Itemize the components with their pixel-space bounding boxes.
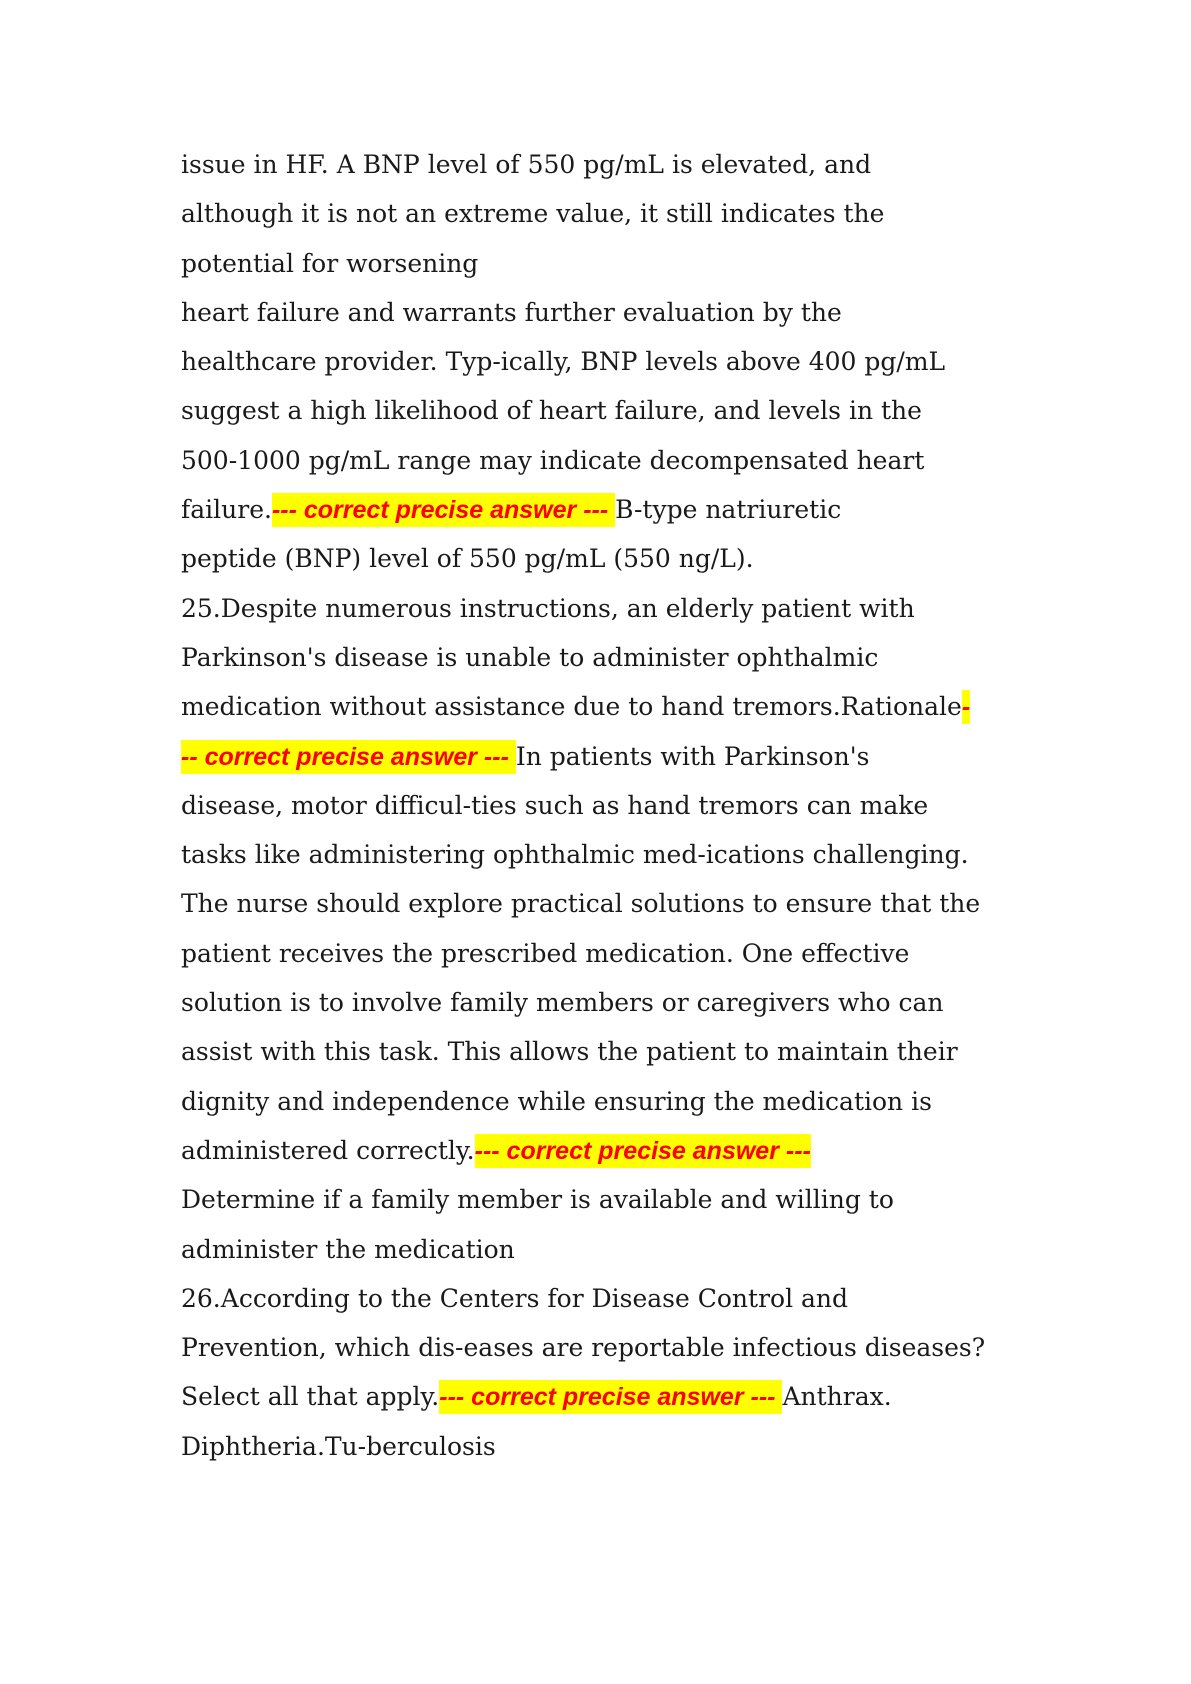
answer-highlight: - [962,690,970,724]
text-segment: although it is not an extreme value, it still indicates the [181,199,885,229]
text-segment: Anthrax. [782,1382,892,1412]
text-segment: medication without assistance due to hand tremors.Rationale [181,692,962,722]
text-segment: The nurse should explore practical solutions to ensure that the [181,889,981,919]
text-segment: Parkinson's disease is unable to administer ophthalmic [181,642,879,672]
text-line [181,1274,1061,1323]
text-segment: peptide (BNP) level of 550 pg/mL (550 ng/L). [181,544,754,574]
text-segment: Diphtheria.Tu-berculosis [181,1431,496,1461]
answer-highlight: --- correct precise answer --- [272,493,615,527]
text-segment: Determine if a family member is available and willing to [181,1185,894,1215]
text-segment: heart failure and warrants further evaluation by the [181,297,842,327]
text-segment: Prevention, which dis-eases are reportable infectious diseases? [181,1333,986,1363]
text-segment: administer the medication [181,1234,515,1264]
text-segment: 500-1000 pg/mL range may indicate decompensated heart [181,445,925,475]
text-line [181,337,1061,386]
text-segment: tasks like administering ophthalmic med-ications challenging. [181,840,969,870]
text-line [181,1077,1061,1126]
text-segment: suggest a high likelihood of heart failure, and levels in the [181,396,922,426]
answer-highlight: -- correct precise answer --- [181,740,516,774]
text-segment: Select all that apply. [181,1382,440,1412]
text-segment: B-type natriuretic [615,495,842,525]
text-line [181,732,1061,781]
text-line [181,929,1061,978]
text-line [181,140,1061,189]
text-segment: issue in HF. A BNP level of 550 pg/mL is elevated, and [181,150,872,179]
text-line [181,485,1061,534]
text-line [181,879,1061,928]
text-line [181,1323,1061,1372]
text-line [181,1225,1061,1274]
text-line [181,633,1061,682]
document-body [181,140,1061,1471]
text-line [181,781,1061,830]
text-line [181,1422,1061,1471]
text-segment: patient receives the prescribed medication. One effective [181,938,910,968]
text-segment: 25.Despite numerous instructions, an elderly patient with [181,593,915,623]
text-line [181,534,1061,583]
text-segment: assist with this task. This allows the patient to maintain their [181,1037,958,1067]
text-line [181,978,1061,1027]
text-segment: 26.According to the Centers for Disease Control and [181,1283,849,1313]
text-line [181,1372,1061,1421]
text-segment: potential for worsening [181,248,479,278]
text-line [181,239,1061,288]
text-line [181,1175,1061,1224]
text-line [181,288,1061,337]
text-line [181,189,1061,238]
text-segment: dignity and independence while ensuring the medication is [181,1086,932,1116]
text-line [181,830,1061,879]
answer-highlight: --- correct precise answer --- [439,1380,782,1414]
text-segment: In patients with Parkinson's [515,741,870,771]
text-segment: failure. [181,495,272,525]
text-segment: disease, motor difficul-ties such as hand tremors can make [181,790,929,820]
text-line [181,436,1061,485]
text-segment: healthcare provider. Typ-ically, BNP levels above 400 pg/mL [181,347,946,377]
text-segment: solution is to involve family members or caregivers who can [181,988,944,1018]
answer-highlight: --- correct precise answer --- [475,1134,811,1168]
text-line [181,1126,1061,1175]
text-line [181,682,1061,731]
text-line [181,1027,1061,1076]
text-line [181,386,1061,435]
text-line [181,584,1061,633]
text-segment: administered correctly. [181,1135,475,1165]
